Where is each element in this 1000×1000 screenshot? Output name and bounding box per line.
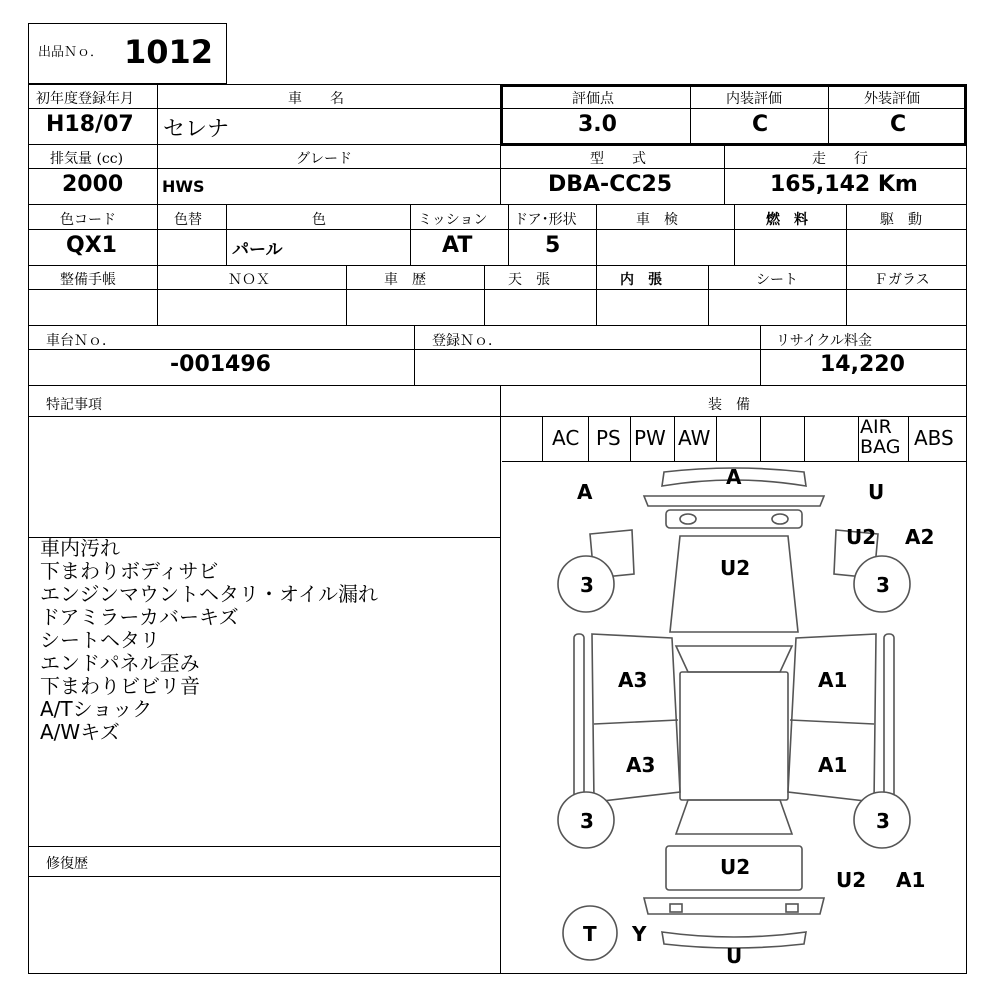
mark-front-top: A bbox=[726, 465, 742, 489]
chassis-label: 車台Ｎｏ． bbox=[46, 333, 116, 349]
note-item: A/Tショック bbox=[40, 697, 153, 721]
displacement-label: 排気量 (cc) bbox=[50, 151, 124, 167]
year-label: 初年度登録年月 bbox=[36, 91, 134, 107]
mark-tire-fr: 3 bbox=[876, 573, 890, 597]
note-item: シートヘタリ bbox=[40, 628, 160, 652]
seat-label: シート bbox=[756, 272, 798, 288]
drive-label: 駆 動 bbox=[880, 212, 922, 228]
note-item: 下まわりビビリ音 bbox=[40, 674, 200, 698]
equipment-label: 装 備 bbox=[708, 397, 750, 413]
displacement-value: 2000 bbox=[62, 172, 124, 197]
mark-door-fl: A3 bbox=[618, 668, 648, 692]
color-code-value: QX1 bbox=[66, 233, 117, 258]
mark-trunk: U2 bbox=[720, 855, 751, 879]
lot-number-label: 出品Ｎｏ． bbox=[38, 45, 104, 60]
notes-label: 特記事項 bbox=[46, 397, 102, 413]
equipment-ac: AC bbox=[552, 426, 580, 450]
door-value: 5 bbox=[545, 233, 561, 258]
color-code-label: 色コード bbox=[60, 212, 116, 228]
exterior-score-label: 外装評価 bbox=[864, 91, 920, 107]
mark-door-rl: A3 bbox=[626, 753, 656, 777]
mark-front-right: U bbox=[868, 480, 885, 504]
inspection-label: 車 検 bbox=[636, 212, 678, 228]
fuel-label: 燃 料 bbox=[766, 212, 808, 228]
mileage-value: 165,142 Km bbox=[770, 172, 918, 197]
equipment-aw: AW bbox=[678, 426, 711, 450]
nox-label: ＮＯＸ bbox=[228, 272, 270, 288]
color-label: 色 bbox=[312, 212, 326, 228]
interior-trim-label: 内 張 bbox=[620, 272, 662, 288]
history-label: 車 歴 bbox=[384, 272, 426, 288]
equipment-abs: ABS bbox=[914, 426, 954, 450]
maintenance-label: 整備手帳 bbox=[60, 272, 116, 288]
mark-fender-right-a2: A2 bbox=[905, 525, 935, 549]
chassis-value: -001496 bbox=[170, 352, 271, 377]
color-value: パール bbox=[232, 240, 283, 260]
mark-door-fr: A1 bbox=[818, 668, 848, 692]
mark-tire-fl: 3 bbox=[580, 573, 594, 597]
mark-spare-y: Y bbox=[632, 922, 647, 946]
note-item: 下まわりボディサビ bbox=[40, 559, 219, 583]
mileage-label: 走 行 bbox=[812, 151, 868, 167]
interior-score-label: 内装評価 bbox=[726, 91, 782, 107]
note-item: ドアミラーカバーキズ bbox=[40, 605, 239, 629]
interior-score-value: C bbox=[752, 112, 769, 137]
model-value: DBA-CC25 bbox=[548, 172, 673, 197]
mark-tire-rr: 3 bbox=[876, 809, 890, 833]
note-item: エンドパネル歪み bbox=[40, 651, 200, 675]
mark-tire-rl: 3 bbox=[580, 809, 594, 833]
door-label: ドア･形状 bbox=[514, 212, 577, 228]
recolor-label: 色替 bbox=[174, 212, 202, 228]
mark-rear-right-u2: U2 bbox=[836, 868, 867, 892]
notes-list bbox=[40, 537, 378, 744]
mark-hood: U2 bbox=[720, 556, 751, 580]
grade-label: グレード bbox=[296, 151, 352, 167]
glass-label: Ｆガラス bbox=[874, 272, 930, 288]
car-damage-diagram bbox=[502, 462, 966, 974]
mark-rear-right-a1: A1 bbox=[896, 868, 926, 892]
lot-number: 1012 bbox=[124, 33, 214, 71]
score-value: 3.0 bbox=[578, 112, 617, 137]
mark-front-left: A bbox=[577, 480, 593, 504]
equipment-ps: PS bbox=[596, 426, 621, 450]
registration-label: 登録Ｎｏ． bbox=[432, 333, 502, 349]
note-item: 車内汚れ bbox=[40, 536, 120, 560]
exterior-score-value: C bbox=[890, 112, 907, 137]
mission-value: AT bbox=[442, 233, 473, 258]
mark-rear-bottom: U bbox=[726, 944, 743, 968]
grade-value: HWS bbox=[162, 177, 205, 196]
recycle-label: リサイクル料金 bbox=[776, 333, 873, 349]
equipment-airbag: AIR BAG bbox=[860, 416, 901, 458]
mark-spare-tire: T bbox=[583, 922, 597, 946]
note-item: A/Wキズ bbox=[40, 720, 120, 744]
mark-fender-right-u2: U2 bbox=[846, 525, 877, 549]
repair-history-label: 修復歴 bbox=[46, 856, 88, 872]
model-label: 型 式 bbox=[590, 151, 646, 167]
car-name-label: 車 名 bbox=[288, 91, 344, 107]
mission-label: ミッション bbox=[418, 212, 488, 228]
note-item: エンジンマウントヘタリ・オイル漏れ bbox=[40, 582, 378, 606]
recycle-value: 14,220 bbox=[820, 352, 905, 377]
car-name-value: セレナ bbox=[163, 117, 230, 142]
equipment-pw: PW bbox=[634, 426, 666, 450]
year-value: H18/07 bbox=[46, 112, 134, 137]
ceiling-label: 天 張 bbox=[508, 272, 550, 288]
mark-door-rr: A1 bbox=[818, 753, 848, 777]
score-label: 評価点 bbox=[572, 91, 614, 107]
